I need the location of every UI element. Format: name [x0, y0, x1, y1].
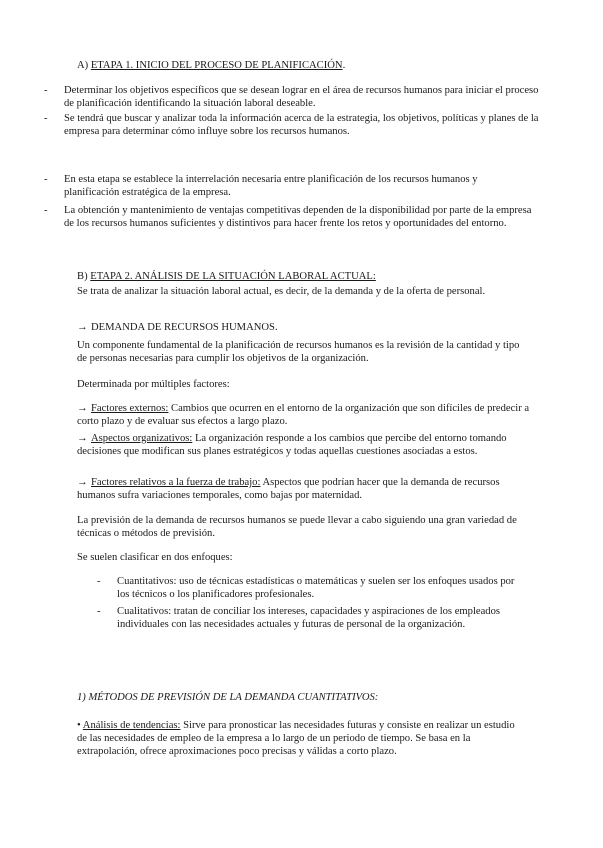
list-item — [44, 173, 534, 199]
trend-label: Análisis de tendencias: — [82, 720, 181, 731]
list-item-text: Cuantitativos: uso de técnicas estadísticas o matemáticas y suelen ser los enfoques usados por los técnicos o los planificadores profesionales. — [117, 576, 515, 600]
arrow-icon: → — [77, 477, 88, 488]
factor-text: La organización responde a los cambios que percibe del entorno tomando decisiones que modifican sus planes estratégicos y todas aquellas cuestiones asociadas a estos. — [77, 433, 507, 457]
factors-intro: Determinada por múltiples factores: — [77, 379, 230, 390]
factor-text: Aspectos que podrían hacer que la demanda de recursos humanos sufra variaciones temporales, como bajas por maternidad. — [77, 477, 500, 501]
dash-bullet: - — [44, 205, 48, 216]
list-item — [44, 84, 544, 110]
stage-a-title: ETAPA 1. INICIO DEL PROCESO DE PLANIFICACIÓN — [90, 60, 343, 71]
list-item — [97, 605, 517, 631]
factor-label: Aspectos organizativos: — [91, 433, 193, 444]
bullet-icon: • — [77, 720, 81, 731]
stage-b-intro: Se trata de analizar la situación laboral actual, es decir, de la demanda y de la oferta de personal. — [77, 286, 486, 297]
factor-label: Factores externos: — [91, 403, 169, 414]
list-item-text: La obtención y mantenimiento de ventajas competitivas dependen de la disponibilidad por parte de la empresa de los recursos humanos suficientes y distintivos para hacer frente los retos y oportunidades del entorno. — [64, 205, 532, 229]
stage-a-prefix: A) — [77, 60, 91, 71]
demand-text: Un componente fundamental de la planificación de recursos humanos es la revisión de la cantidad y tipo de personas necesarias para cumplir los objetivos de la organización. — [77, 340, 520, 364]
arrow-icon: → — [77, 322, 88, 333]
arrow-icon: → — [77, 403, 88, 414]
methods-heading: 1) MÉTODOS DE PREVISIÓN DE LA DEMANDA CUANTITATIVOS: — [77, 692, 379, 703]
list-item — [44, 204, 544, 230]
factor-item — [77, 402, 532, 428]
list-item — [97, 575, 517, 601]
dash-bullet: - — [44, 113, 48, 124]
dash-bullet: - — [44, 174, 48, 185]
list-item-text: En esta etapa se establece la interrelación necesaria entre planificación de los recursos humanos y planificación estratégica de la empresa. — [64, 174, 478, 198]
list-item-text: Determinar los objetivos específicos que se desean lograr en el área de recursos humanos para iniciar el proceso de planificación identificando la situación laboral deseable. — [64, 85, 539, 109]
list-item-text: Cualitativos: tratan de conciliar los intereses, capacidades y aspiraciones de los empleados individuales con las necesidades actuales y futuras de personal de la organización. — [117, 606, 501, 630]
list-item-text: Se tendrá que buscar y analizar toda la información acerca de la estrategia, los objetivos, políticas y planes de la empresa para determinar cómo influye sobre los recursos humanos. — [64, 113, 539, 137]
factor-item — [77, 432, 532, 458]
dash-bullet: - — [97, 576, 101, 587]
forecast-text: La previsión de la demanda de recursos humanos se puede llevar a cabo siguiendo una gran variedad de técnicas o métodos de previsión. — [77, 515, 517, 539]
classify-intro: Se suelen clasificar en dos enfoques: — [77, 552, 233, 563]
demand-title — [77, 321, 278, 334]
factor-text: Cambios que ocurren en el entorno de la organización que son difíciles de predecir a corto plazo y de evaluar sus efectos a largo plazo. — [77, 403, 530, 427]
stage-b-heading — [77, 270, 376, 283]
stage-a-suffix: . — [342, 60, 346, 71]
stage-b-title: ETAPA 2. ANÁLISIS DE LA SITUACIÓN LABORAL ACTUAL: — [90, 271, 376, 282]
arrow-icon: → — [77, 433, 88, 444]
trend-text: Sirve para pronosticar las necesidades futuras y consiste en realizar un estudio de las necesidades de empleo de la empresa a lo largo de un periodo de tiempo. Se basa en la extrapolación, ofrece aproximaciones poco precisas y válidas a corto plazo. — [77, 720, 515, 757]
list-item — [44, 112, 544, 138]
dash-bullet: - — [97, 606, 101, 617]
factor-label: Factores relativos a la fuerza de trabajo: — [91, 477, 261, 488]
stage-a-heading — [77, 59, 345, 72]
demand-title-text: DEMANDA DE RECURSOS HUMANOS. — [91, 322, 278, 333]
trend-analysis — [77, 719, 527, 758]
dash-bullet: - — [44, 85, 48, 96]
stage-b-prefix: B) — [77, 271, 91, 282]
factor-item — [77, 476, 532, 502]
